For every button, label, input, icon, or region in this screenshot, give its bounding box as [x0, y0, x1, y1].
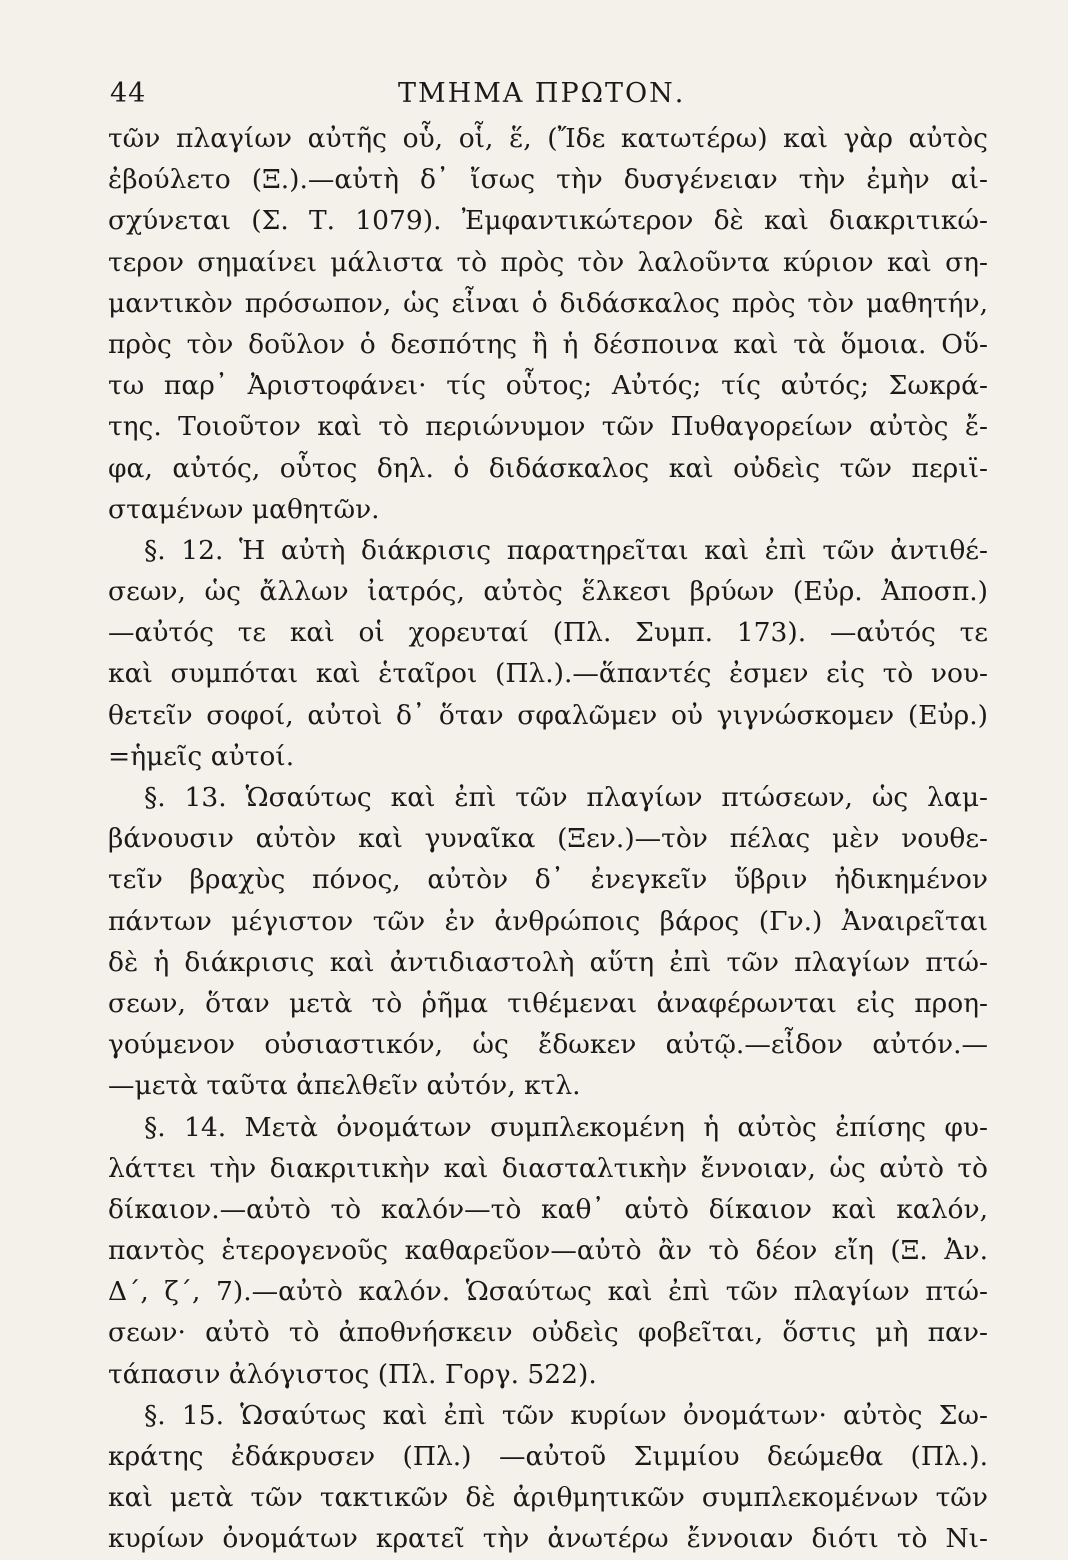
running-head: ΤΜΗΜΑ ΠΡΩΤΟΝ.: [398, 78, 686, 109]
text-line: παντὸς ἑτερογενοῦς καθαρεῦον—αὐτὸ ἂν τὸ δέον εἴη (Ξ. Ἀν.: [108, 1235, 988, 1267]
text-line: τάπασιν ἀλόγιστος (Πλ. Γοργ. 522).: [108, 1358, 597, 1390]
page-header: [108, 60, 988, 110]
text-line: §. 13. Ὡσαύτως καὶ ἐπὶ τῶν πλαγίων πτώσεων, ὡς λαμ-: [144, 782, 988, 813]
text-line: θετεῖν σοφοί, αὐτοὶ δ᾽ ὅταν σφαλῶμεν οὐ γιγνώσκομεν (Εὐρ.): [108, 699, 988, 731]
text-line: λάττει τὴν διακριτικὴν καὶ διασταλτικὴν ἔννοιαν, ὡς αὐτὸ τὸ: [108, 1152, 988, 1184]
body-text: [108, 118, 988, 1560]
text-line: τεῖν βραχὺς πόνος, αὐτὸν δ᾽ ἐνεγκεῖν ὕβριν ἠδικημένον: [108, 864, 988, 896]
text-line: μαντικὸν πρόσωπον, ὡς εἶναι ὁ διδάσκαλος πρὸς τὸν μαθητήν,: [108, 287, 988, 319]
text-line: —αὐτός τε καὶ οἱ χορευταί (Πλ. Συμπ. 173). —αὐτός τε: [108, 617, 988, 649]
text-line: τω παρ᾽ Ἀριστοφάνει· τίς οὗτος; Αὐτός; τίς αὐτός; Σωκρά-: [108, 370, 988, 402]
text-line: βάνουσιν αὐτὸν καὶ γυναῖκα (Ξεν.)—τὸν πέλας μὲν νουθε-: [108, 823, 988, 855]
text-line: §. 14. Μετὰ ὀνομάτων συμπλεκομένη ἡ αὐτὸς ἐπίσης φυ-: [144, 1111, 988, 1143]
text-line: τερον σημαίνει μάλιστα τὸ πρὸς τὸν λαλοῦντα κύριον καὶ ση-: [108, 246, 988, 278]
text-line: —μετὰ ταῦτα ἀπελθεῖν αὐτόν, κτλ.: [108, 1070, 581, 1102]
text-line: ἐβούλετο (Ξ.).—αὐτὴ δ᾽ ἴσως τὴν δυσγένειαν τὴν ἐμὴν αἰ-: [108, 164, 988, 196]
text-line: §. 15. Ὡσαύτως καὶ ἐπὶ τῶν κυρίων ὀνομάτων· αὐτὸς Σω-: [144, 1399, 988, 1431]
text-line: καὶ συμπόται καὶ ἑταῖροι (Πλ.).—ἅπαντές ἐσμεν εἰς τὸ νου-: [108, 658, 988, 690]
text-line: =ἡμεῖς αὐτοί.: [108, 740, 295, 772]
text-line: κυρίων ὀνομάτων κρατεῖ τὴν ἀνωτέρω ἔννοιαν διότι τὸ Νι-: [108, 1523, 988, 1555]
text-line: σταμένων μαθητῶν.: [108, 493, 380, 525]
text-line: καὶ μετὰ τῶν τακτικῶν δὲ ἀριθμητικῶν συμπλεκομένων τῶν: [108, 1482, 988, 1514]
text-line: γούμενον οὐσιαστικόν, ὡς ἔδωκεν αὐτῷ.—εἶδον αὐτόν.—: [108, 1029, 988, 1061]
text-line: σχύνεται (Σ. Τ. 1079). Ἐμφαντικώτερον δὲ καὶ διακριτικώ-: [108, 205, 988, 237]
text-line: της. Τοιοῦτον καὶ τὸ περιώνυμον τῶν Πυθαγορείων αὐτὸς ἔ-: [108, 411, 988, 443]
text-line: σεων, ὡς ἄλλων ἰατρός, αὐτὸς ἕλκεσι βρύων (Εὐρ. Ἀποσπ.): [108, 576, 988, 608]
text-line: φα, αὐτός, οὗτος δηλ. ὁ διδάσκαλος καὶ οὐδεὶς τῶν περιϊ-: [108, 452, 988, 484]
text-line: δὲ ἡ διάκρισις καὶ ἀντιδιαστολὴ αὕτη ἐπὶ τῶν πλαγίων πτώ-: [108, 946, 988, 978]
text-line: §. 12. Ἡ αὐτὴ διάκρισις παρατηρεῖται καὶ ἐπὶ τῶν ἀντιθέ-: [144, 534, 988, 566]
text-line: πρὸς τὸν δοῦλον ὁ δεσπότης ἢ ἡ δέσποινα καὶ τὰ ὅμοια. Οὕ-: [108, 328, 988, 360]
text-line: Δ´, ζ´, 7).—αὐτὸ καλόν. Ὡσαύτως καὶ ἐπὶ τῶν πλαγίων πτώ-: [108, 1276, 988, 1308]
text-line: δίκαιον.—αὐτὸ τὸ καλόν—τὸ καθ᾽ αὑτὸ δίκαιον καὶ καλόν,: [108, 1193, 988, 1225]
page-number: 44: [110, 78, 147, 109]
text-line: σεων, ὅταν μετὰ τὸ ῥῆμα τιθέμεναι ἀναφέρωνται εἰς προη-: [108, 987, 988, 1019]
text-line: κράτης ἐδάκρυσεν (Πλ.) —αὐτοῦ Σιμμίου δεώμεθα (Πλ.).: [108, 1441, 988, 1472]
text-line: σεων· αὐτὸ τὸ ἀποθνήσκειν οὐδεὶς φοβεῖται, ὅστις μὴ παν-: [108, 1317, 988, 1349]
text-line: τῶν πλαγίων αὐτῆς οὗ, οἷ, ἕ, (Ἴδε κατωτέρω) καὶ γὰρ αὐτὸς: [108, 123, 988, 154]
text-line: πάντων μέγιστον τῶν ἐν ἀνθρώποις βάρος (Γν.) Ἀναιρεῖται: [108, 905, 988, 937]
